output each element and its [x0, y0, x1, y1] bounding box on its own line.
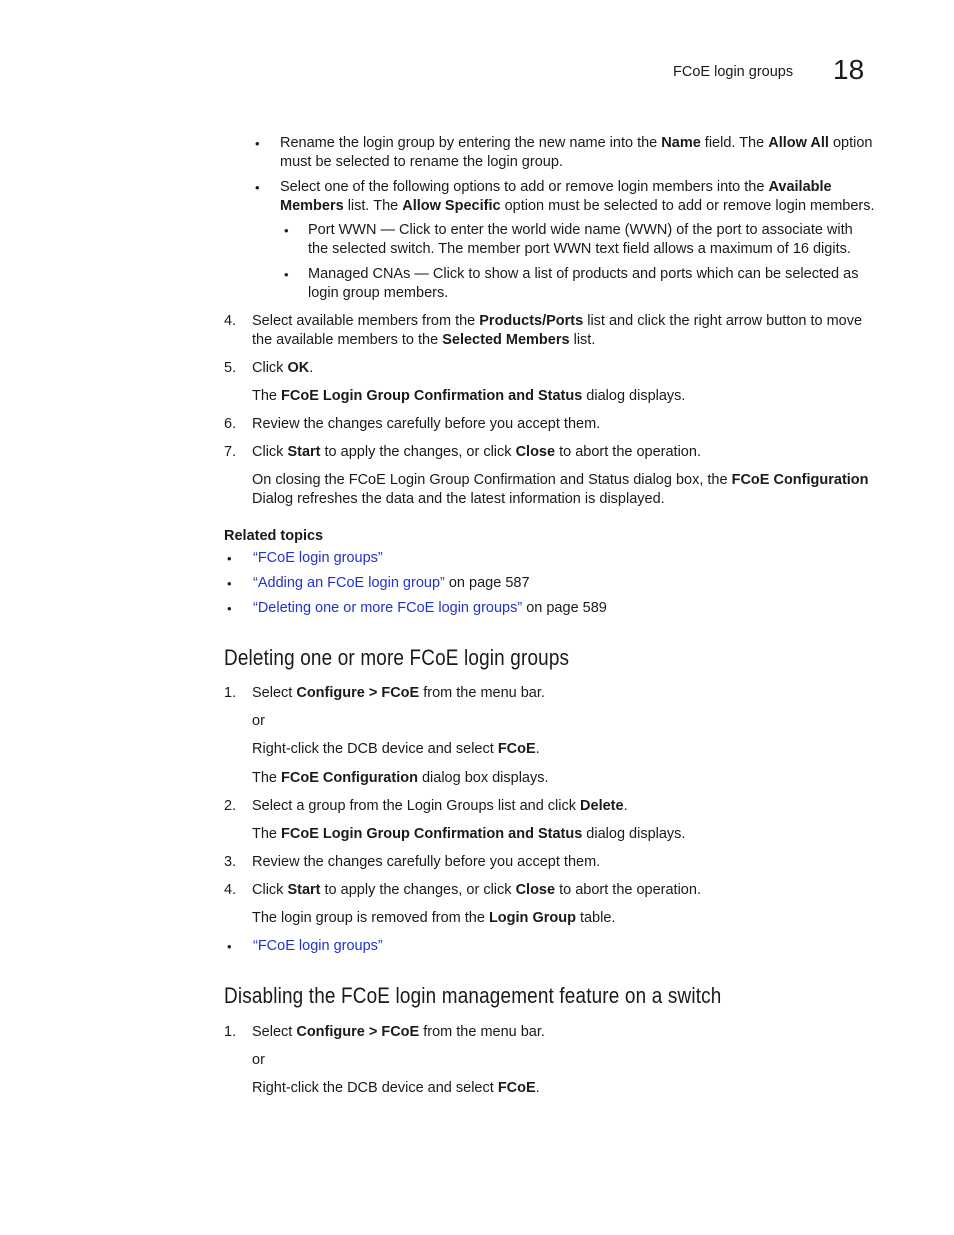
delete-related-item — [253, 937, 383, 956]
step-number: 2. — [224, 798, 237, 814]
step-5-note: The FCoE Login Group Confirmation and Status dialog displays. — [252, 388, 686, 404]
delete-step-2-note: The FCoE Login Group Confirmation and Status dialog displays. — [252, 826, 686, 842]
step-number: 1. — [224, 1024, 237, 1040]
section-heading-disabling: Disabling the FCoE login management feature on a switch — [224, 983, 722, 1008]
sub-bullet-cnas-line1: Managed CNAs — Click to show a list of products and ports which can be selected as — [308, 266, 859, 282]
bullet-dot: • — [227, 939, 232, 954]
delete-or: or — [252, 713, 265, 729]
related-link-deleting-groups[interactable]: “Deleting one or more FCoE login groups” — [253, 600, 523, 616]
step-number: 4. — [224, 882, 237, 898]
related-link-fcoe-login-groups[interactable]: “FCoE login groups” — [253, 550, 383, 566]
delete-step-3: Review the changes carefully before you accept them. — [252, 854, 601, 870]
step-number: 5. — [224, 360, 237, 376]
step-6: Review the changes carefully before you accept them. — [252, 416, 601, 432]
bullet-select-line1: Select one of the following options to add or remove login members into the Available — [280, 179, 832, 195]
delete-step-2: Select a group from the Login Groups list and click Delete. — [252, 798, 628, 814]
delete-right-click: Right-click the DCB device and select FCoE. — [252, 741, 540, 757]
bullet-rename-line2: must be selected to rename the login group. — [280, 154, 563, 170]
related-topics-heading: Related topics — [224, 528, 324, 544]
step-number: 1. — [224, 685, 237, 701]
step-number: 6. — [224, 416, 237, 432]
bullet-dot: • — [227, 551, 232, 566]
step-7-note-line1: On closing the FCoE Login Group Confirmation and Status dialog box, the FCoE Configuration — [252, 472, 869, 488]
delete-step-4: Click Start to apply the changes, or click Close to abort the operation. — [252, 882, 701, 898]
related-item: “Adding an FCoE login group” on page 587 — [253, 575, 530, 591]
step-4-line2: the available members to the Selected Members list. — [252, 332, 596, 348]
sub-bullet-dot: • — [284, 267, 289, 282]
step-4-line1: Select available members from the Products/Ports list and click the right arrow button to move — [252, 313, 863, 329]
delete-step-4-note: The login group is removed from the Login Group table. — [252, 910, 616, 926]
sub-bullet-dot: • — [284, 223, 289, 238]
disable-or: or — [252, 1052, 265, 1068]
step-number: 4. — [224, 313, 237, 329]
bullet-dot: • — [227, 601, 232, 616]
bullet-dot: • — [255, 180, 260, 195]
section-heading-deleting: Deleting one or more FCoE login groups — [224, 645, 570, 670]
related-item — [253, 549, 383, 568]
delete-config-note: The FCoE Configuration dialog box displays. — [252, 770, 549, 786]
disable-right-click: Right-click the DCB device and select FCoE. — [252, 1080, 540, 1096]
bullet-rename-line1: Rename the login group by entering the new name into the Name field. The Allow All option — [280, 135, 873, 151]
disable-step-1: Select Configure > FCoE from the menu bar. — [252, 1024, 545, 1040]
step-5: Click OK. — [252, 360, 314, 376]
chapter-number: 18 — [833, 54, 865, 85]
bullet-dot: • — [255, 136, 260, 151]
delete-link-fcoe-login-groups[interactable]: “FCoE login groups” — [253, 938, 383, 954]
bullet-dot: • — [227, 576, 232, 591]
delete-step-1: Select Configure > FCoE from the menu bar. — [252, 685, 545, 701]
related-item: “Deleting one or more FCoE login groups” on page 589 — [253, 600, 607, 616]
sub-bullet-port-wwn-line2: the selected switch. The member port WWN text field allows a maximum of 16 digits. — [308, 241, 851, 257]
step-7-note-line2: Dialog refreshes the data and the latest information is displayed. — [252, 491, 665, 507]
bullet-select-line2: Members list. The Allow Specific option must be selected to add or remove login members. — [280, 198, 875, 214]
step-7: Click Start to apply the changes, or click Close to abort the operation. — [252, 444, 701, 460]
running-header-title: FCoE login groups — [673, 64, 794, 80]
sub-bullet-cnas-line2: login group members. — [308, 285, 449, 301]
step-number: 7. — [224, 444, 237, 460]
related-link-adding-group[interactable]: “Adding an FCoE login group” — [253, 575, 445, 591]
step-number: 3. — [224, 854, 237, 870]
sub-bullet-port-wwn-line1: Port WWN — Click to enter the world wide name (WWN) of the port to associate with — [308, 222, 853, 238]
